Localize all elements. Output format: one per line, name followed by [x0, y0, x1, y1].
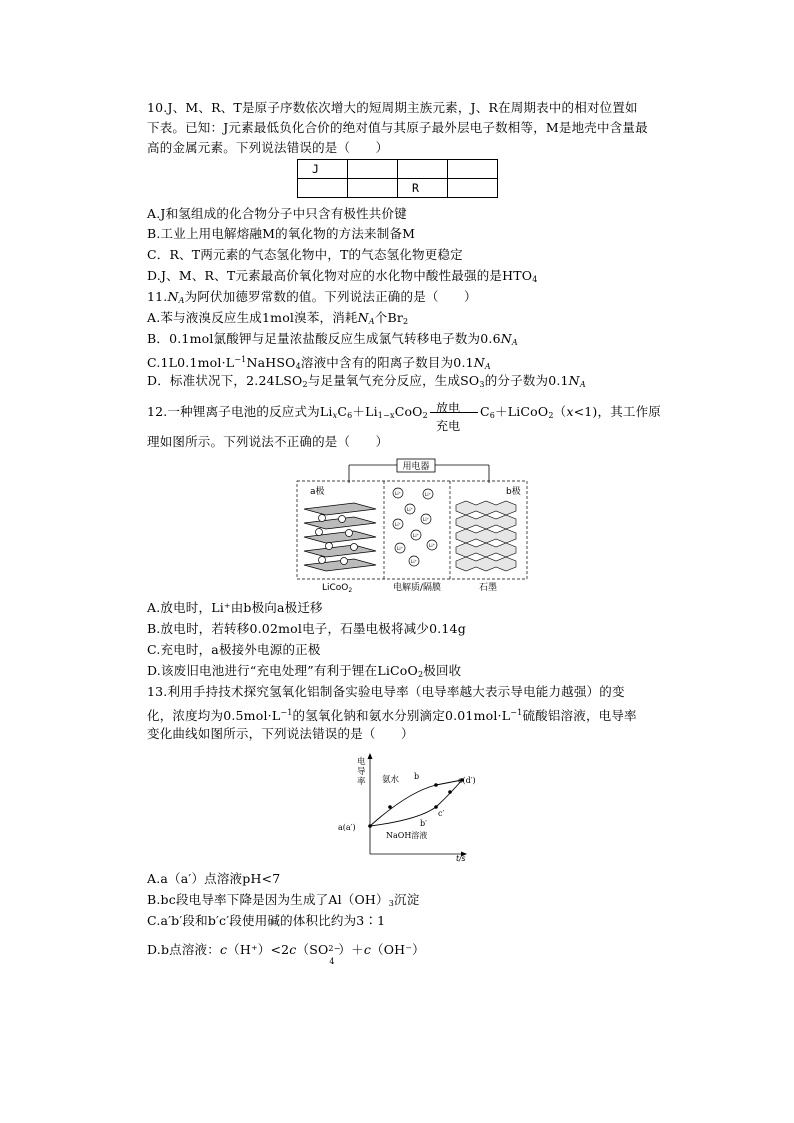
q11-option-d: D．标准状况下，$2.24LSO_2$与足量氧气充分反应，生成$SO_3$的分子数为$0.1N_A$: [147, 373, 586, 389]
point-a-label: a(a′): [338, 823, 356, 832]
q12-option-c: C.充电时，a极接外电源的正极: [147, 642, 321, 657]
battery-diagram: [294, 457, 530, 597]
q12-stem-line2: 理如图所示。下列说法不正确的是（ ）: [147, 434, 389, 449]
q10-stem-line2: 下表。已知：J元素最低负化合价的绝对值与其原子最外层电子数相等，M是地壳中含量最: [147, 120, 648, 135]
reaction-arrow: [428, 401, 480, 433]
q13-stem-line2: 化，浓度均为$0.5mol\cdot L^{-1}$的氢氧化钠和氨水分别滴定$0.01mol\cdot L^{-1}$硫酸铝溶液，电导率: [147, 708, 637, 723]
q12-option-a: A.放电时，Li⁺由b极向a极迁移: [147, 600, 323, 615]
arrow-label-charge: 充电: [435, 419, 461, 433]
device-label: 用电器: [402, 462, 430, 472]
table-cell-j: J: [298, 160, 348, 179]
li-ion-label: Li⁺: [406, 508, 414, 513]
q10-option-b: B.工业上用电解熔融M的氧化物的方法来制备M: [147, 226, 416, 241]
q10-option-c: C．R、T两元素的气态氢化物中，T的气态氢化物更稳定: [147, 247, 463, 262]
li-ion-label: Li⁺: [424, 493, 432, 498]
licoo2-electrode: [304, 503, 376, 571]
q10-option-d: D.J、M、R、T元素最高价氧化物对应的水化物中酸性最强的是$HTO_4$: [147, 268, 538, 284]
point-bp-label: b′: [420, 819, 427, 828]
q13-stem-line3: 变化曲线如图所示，下列说法错误的是（ ）: [147, 726, 414, 741]
arrow-label-discharge: 放电: [435, 401, 461, 415]
q12-option-d: D.该废旧电池进行“充电处理”有利于锂在LiCoO$_2$极回收: [147, 663, 462, 679]
q11-option-a: A.苯与液溴反应生成1mol溴苯，消耗$N_A$个$Br_2$: [147, 310, 409, 326]
b-pole-label: b极: [506, 487, 521, 497]
point-b-label: b: [414, 772, 420, 781]
q12-stem-line1: 12.一种锂离子电池的反应式为$Li_xC_6+Li_{1-x}CoO_2$ 放电 充电 $C_6+LiCoO_2(x<1)$，其工作原: [147, 402, 661, 426]
q13-option-a: A.a（a′）点溶液pH<7: [147, 871, 281, 886]
li-ion-label: Li⁺: [394, 492, 402, 497]
point-cp-label: c′: [438, 809, 445, 818]
graphite-electrode: [456, 501, 516, 571]
q13-option-d: D.b点溶液：c（H⁺）<2c（SO 2− 4 ）＋c（OH⁻）: [147, 942, 425, 966]
q10-stem-line1: 10.J、M、R、T是原子序数依次增大的短周期主族元素，J、R在周期表中的相对位置如: [147, 100, 638, 115]
ammonia-label: 氨水: [382, 775, 400, 785]
q13-option-c: C.a′b′段和b′c′段使用碱的体积比约为3∶1: [147, 913, 386, 928]
point-c-label: c(d′): [458, 776, 476, 785]
naoh-label: NaOH溶液: [386, 831, 428, 840]
q13-stem-line1: 13.利用手持技术探究氢氧化铝制备实验电导率（电导率越大表示导电能力越强）的变: [147, 684, 625, 699]
q11-option-b: B．0.1mol氯酸钾与足量浓盐酸反应生成氯气转移电子数为$0.6N_A$: [147, 331, 518, 347]
table-cell-r: R: [398, 179, 448, 198]
naoh-curve: [370, 780, 462, 826]
q13-option-b: B.bc段电导率下降是因为生成了$Al(OH)_3$沉淀: [147, 892, 420, 908]
li-ion-label: Li⁺: [394, 523, 402, 528]
li-ion-label: Li⁺: [410, 560, 418, 565]
q12-option-b: B.放电时，若转移0.02mol电子，石墨电极将减少0.14g: [147, 621, 466, 636]
q10-option-a: A.J和氢组成的化合物分子中只含有极性共价键: [147, 206, 407, 221]
periodic-table-fragment: [297, 159, 498, 198]
li-ion-label: Li⁺: [428, 544, 436, 549]
li-ion-label: Li⁺: [422, 518, 430, 523]
electrolyte-ions: [393, 488, 437, 566]
q11-option-c: $C.1L0.1mol\cdot L^{-1}NaHSO_4$溶液中含有的阳离子数目为$0.1N_A$: [147, 355, 491, 371]
li-ion-label: Li⁺: [396, 547, 404, 552]
q11-stem: $11.N_A$为阿伏加德罗常数的值。下列说法正确的是（ ）: [147, 289, 477, 305]
graphite-label: 石墨: [478, 583, 498, 593]
conductivity-graph: [338, 752, 488, 862]
electrolyte-label: 电解质/隔膜: [392, 583, 442, 593]
a-pole-label: a极: [310, 487, 325, 497]
q10-stem-line3: 高的金属元素。下列说法错误的是（ ）: [147, 140, 389, 155]
li-ion-label: Li⁺: [412, 534, 420, 539]
licoo2-label: LiCoO$_2$: [322, 583, 353, 594]
x-axis-label: t/s: [456, 854, 466, 862]
y-axis-label: 电导率: [357, 757, 366, 787]
